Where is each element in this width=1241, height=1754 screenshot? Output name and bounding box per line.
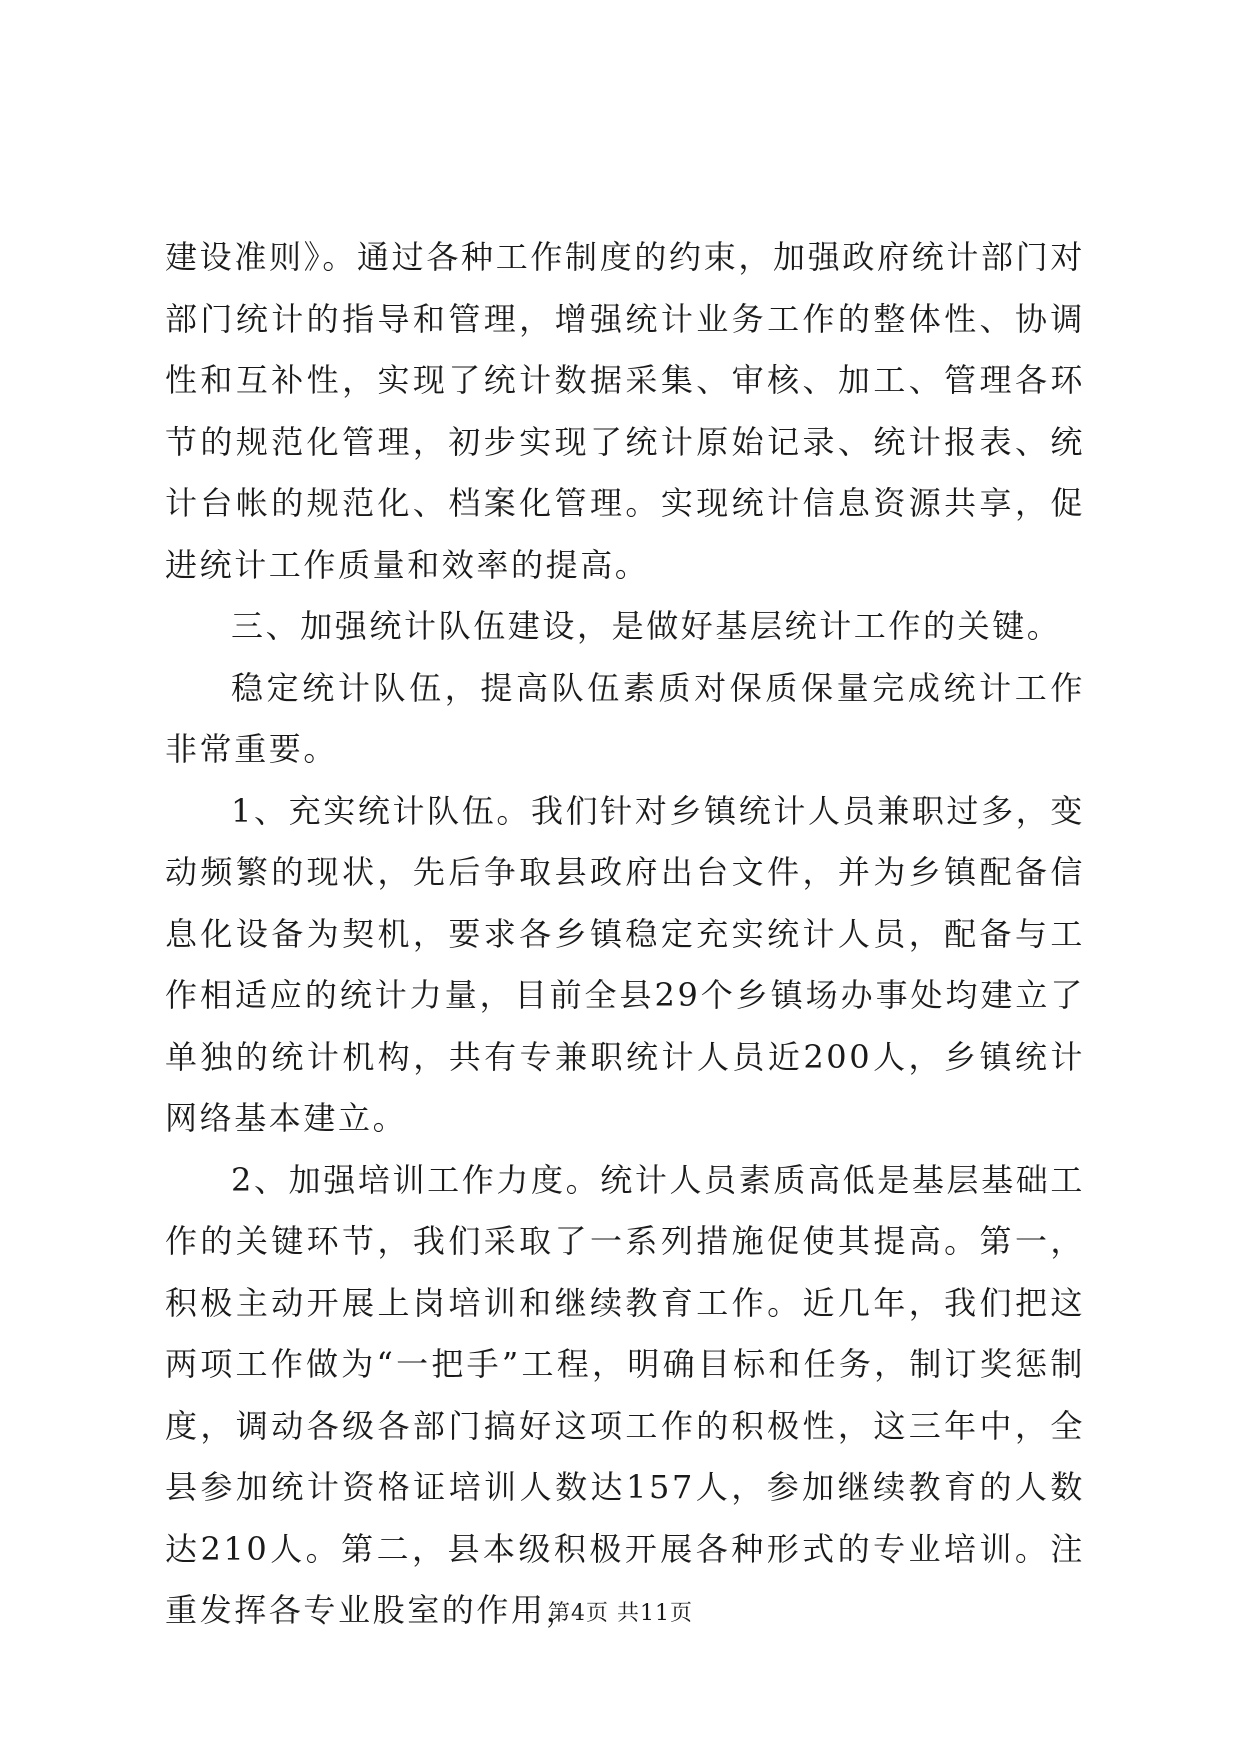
paragraph-item-2: 2、加强培训工作力度。统计人员素质高低是基层基础工作的关键环节，我们采取了一系列措施促使其提高。第一，积极主动开展上岗培训和继续教育工作。近几年，我们把这两项工作做为“一把手”工程，明确目标和任务，制订奖惩制度，调动各级各部门搞好这项工作的积极性，这三年中，全县参加统计资格证培训人数达157人，参加继续教育的人数达210人。第二，县本级积极开展各种形式的专业培训。注重发挥各专业股室的作用， (165, 1160, 1085, 1629)
section-heading: 三、加强统计队伍建设，是做好基层统计工作的关键。 (231, 607, 1062, 645)
page-footer: 第4页 共11页 (548, 1601, 693, 1626)
paragraph-item-1: 1、充实统计队伍。我们针对乡镇统计人员兼职过多，变动频繁的现状，先后争取县政府出台文件，并为乡镇配备信息化设备为契机，要求各乡镇稳定充实统计人员，配备与工作相适应的统计力量，目前全县29个乡镇场办事处均建立了单独的统计机构，共有专兼职统计人员近200人，乡镇统计网络基本建立。 (165, 791, 1085, 1137)
paragraph-intro: 稳定统计队伍，提高队伍素质对保质保量完成统计工作非常重要。 (165, 668, 1085, 768)
document-body (165, 227, 1085, 1642)
paragraph-continuation: 建设准则》。通过各种工作制度的约束，加强政府统计部门对部门统计的指导和管理，增强统计业务工作的整体性、协调性和互补性，实现了统计数据采集、审核、加工、管理各环节的规范化管理，初步实现了统计原始记录、统计报表、统计台帐的规范化、档案化管理。实现统计信息资源共享，促进统计工作质量和效率的提高。 (165, 238, 1085, 584)
